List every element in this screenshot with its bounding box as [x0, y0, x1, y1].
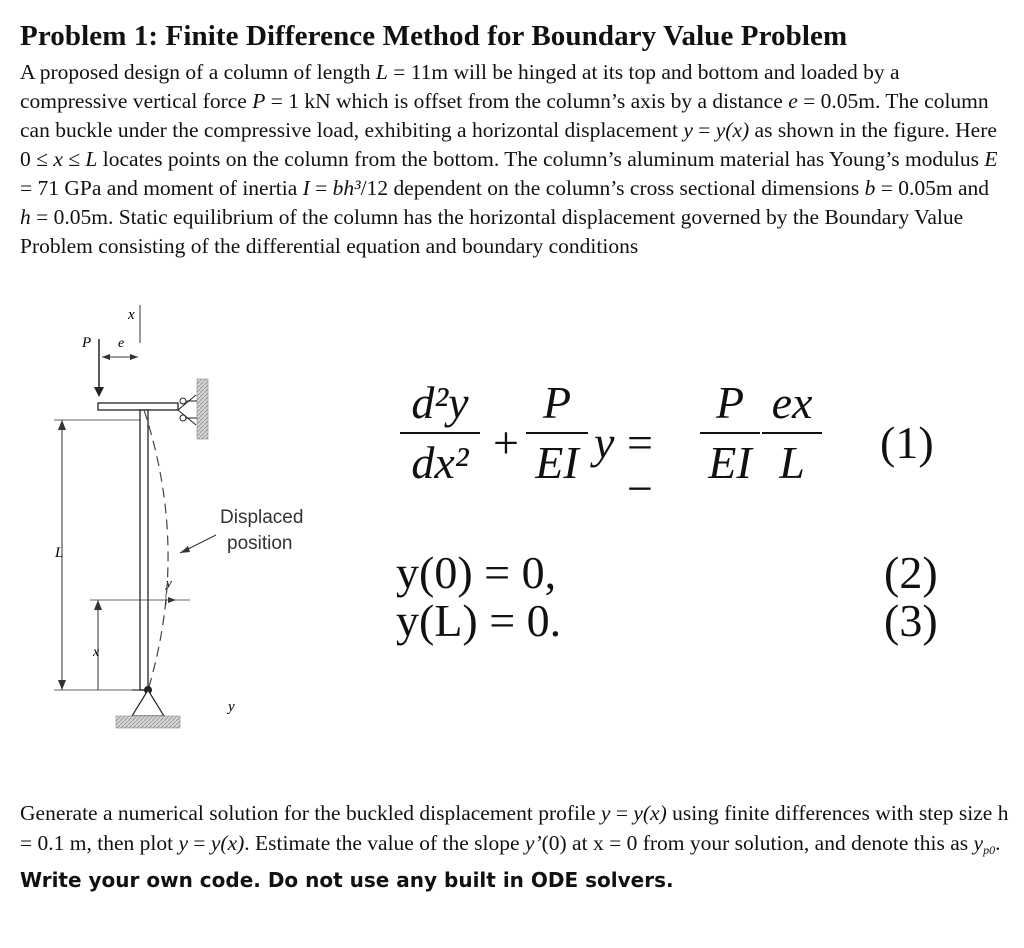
label-L: L: [55, 545, 64, 561]
eq3-number: (3): [884, 595, 938, 646]
label-displaced-2: position: [227, 533, 293, 554]
eq1-equals-minus: = −: [627, 417, 653, 514]
load-arrowhead: [94, 387, 104, 397]
label-y-bottom: y: [228, 699, 235, 715]
eq1-term4-den: L: [779, 437, 805, 488]
eq1-term3-num: P: [715, 377, 745, 428]
label-y-inner: y: [166, 575, 172, 590]
eq2-number: (2): [884, 547, 938, 598]
task-instructions: Generate a numerical solution for the buckled displacement profile y = y(x) using finite differences with step size h = 0.1 m, then plot y = y(x). Estimate the value of the slope y’(0) at x = 0 from your solution, and denote this as $y_{p0}$. Write your own code. Do not use any built in ODE solvers.: [20, 801, 1009, 892]
top-bracket: [98, 403, 178, 410]
label-displaced-1: Displaced: [220, 507, 304, 528]
eq1-term3-den: EI: [708, 437, 752, 488]
eq1-number: (1): [880, 417, 934, 468]
instruction-emphasis: Write your own code. Do not use any built in ODE solvers.: [20, 868, 674, 892]
bottom-ground: [116, 716, 180, 728]
label-x-lower: x: [93, 645, 100, 660]
eq1-term1-den: dx²: [411, 437, 469, 488]
eq1-y: y: [594, 417, 615, 468]
eq1-term1-num: d²y: [411, 377, 469, 428]
column-figure: [40, 305, 340, 745]
eq1-term4-num: ex: [771, 377, 813, 428]
boundary-condition-2: y(L) = 0.: [396, 595, 562, 646]
eq1-plus: +: [493, 417, 519, 468]
eq1-term2-num: P: [542, 377, 572, 428]
label-P: P: [82, 335, 92, 351]
label-e: e: [118, 336, 125, 351]
problem-title: Problem 1: Finite Difference Method for Boundary Value Problem: [20, 20, 848, 52]
problem-intro: A proposed design of a column of length L = 11m will be hinged at its top and bottom and loaded by a compressive vertical force P = 1 kN which is offset from the column’s axis by a distance e = 0.05m. The column can buckle under the compressive load, exhibiting a horizontal displacement y = y(x) as shown in the figure. Here 0 ≤ x ≤ L locates points on the column from the bottom. The column’s aluminum material has Young’s modulus E = 71 GPa and moment of inertia I = bh³/12 dependent on the column’s cross sectional dimensions b = 0.05m and h = 0.05m. Static equilibrium of the column has the horizontal displacement governed by the Boundary Value Problem consisting of the differential equation and boundary conditions: [20, 60, 998, 258]
column: [140, 410, 148, 690]
top-wall: [197, 379, 208, 439]
boundary-condition-1: y(0) = 0,: [396, 547, 557, 598]
bottom-support: [132, 690, 164, 716]
eq1-term2-den: EI: [535, 437, 579, 488]
label-x-top: x: [128, 307, 135, 323]
